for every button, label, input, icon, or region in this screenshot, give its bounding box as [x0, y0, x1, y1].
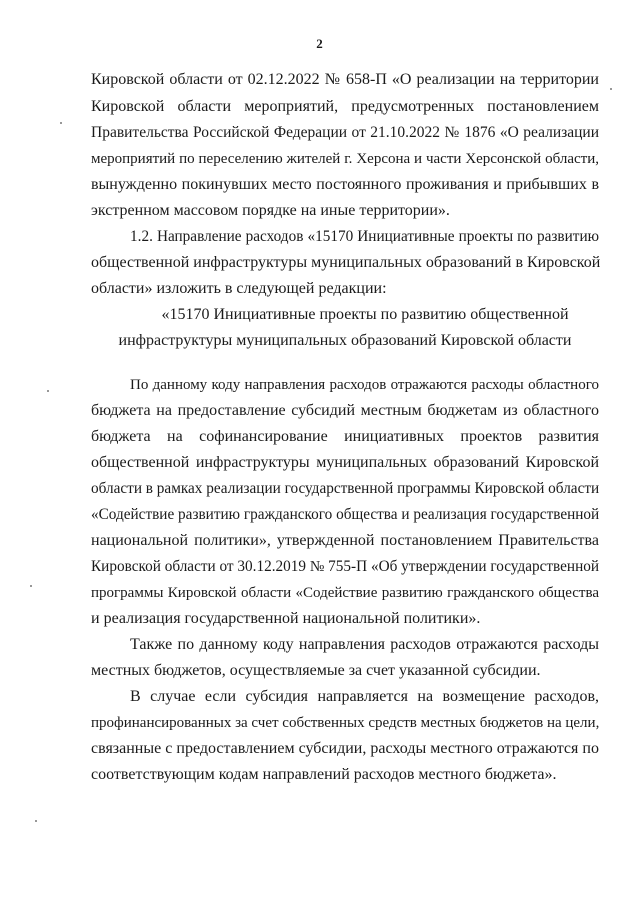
text-line: области» изложить в следующей редакции:: [91, 280, 387, 297]
scan-speck: [60, 122, 62, 124]
text-line: области в рамках реализации государственной программы Кировской области: [91, 480, 600, 497]
page-number: 2: [316, 36, 323, 51]
text-line: национальной политики», утвержденной постановлением Правительства: [91, 532, 599, 549]
scan-speck: [30, 585, 32, 587]
text-line: По данному коду направления расходов отражаются расходы областного: [130, 377, 599, 393]
text-line: бюджета на софинансирование инициативных проектов развития: [91, 428, 599, 445]
text-line: Кировской области мероприятий, предусмотренных постановлением: [91, 98, 599, 115]
text-line: общественной инфраструктуры муниципальных образований Кировской: [91, 454, 599, 471]
text-line: мероприятий по переселению жителей г. Херсона и части Херсонской области,: [91, 151, 599, 167]
text-line: профинансированных за счет собственных средств местных бюджетов на цели,: [91, 715, 600, 731]
section-heading: «15170 Инициативные проекты по развитию общественной: [161, 306, 569, 323]
scan-speck: [47, 390, 49, 392]
section-heading: инфраструктуры муниципальных образований Кировской области: [118, 332, 572, 349]
text-line: бюджета на предоставление субсидий местным бюджетам из областного: [91, 402, 599, 419]
text-line: «Содействие развитию гражданского общества и реализация государственной: [91, 506, 600, 523]
text-line: и реализация государственной национальной политики».: [91, 610, 481, 627]
scan-speck: [610, 88, 612, 90]
text-line: местных бюджетов, осуществляемые за счет указанной субсидии.: [91, 662, 541, 679]
text-line: Правительства Российской Федерации от 21.10.2022 № 1876 «О реализации: [91, 124, 599, 141]
text-line: общественной инфраструктуры муниципальных образований в Кировской: [91, 254, 601, 271]
text-line: соответствующим кодам направлений расходов местного бюджета».: [91, 766, 557, 783]
text-line: Также по данному коду направления расходов отражаются расходы: [130, 636, 599, 653]
text-line: Кировской области от 30.12.2019 № 755-П «Об утверждении государственной: [91, 558, 600, 575]
text-line: В случае если субсидия направляется на возмещение расходов,: [130, 688, 599, 705]
text-line: 1.2. Направление расходов «15170 Инициативные проекты по развитию: [130, 228, 599, 245]
text-line: вынужденно покинувших место постоянного проживания и прибывших в: [91, 176, 599, 193]
scan-speck: [35, 820, 37, 822]
text-line: экстренном массовом порядке на иные территории».: [91, 202, 450, 219]
text-line: связанные с предоставлением субсидии, расходы местного отражаются по: [91, 740, 599, 757]
text-line: программы Кировской области «Содействие развитию гражданского общества: [91, 585, 599, 601]
text-line: Кировской области от 02.12.2022 № 658-П «О реализации на территории: [91, 71, 599, 88]
